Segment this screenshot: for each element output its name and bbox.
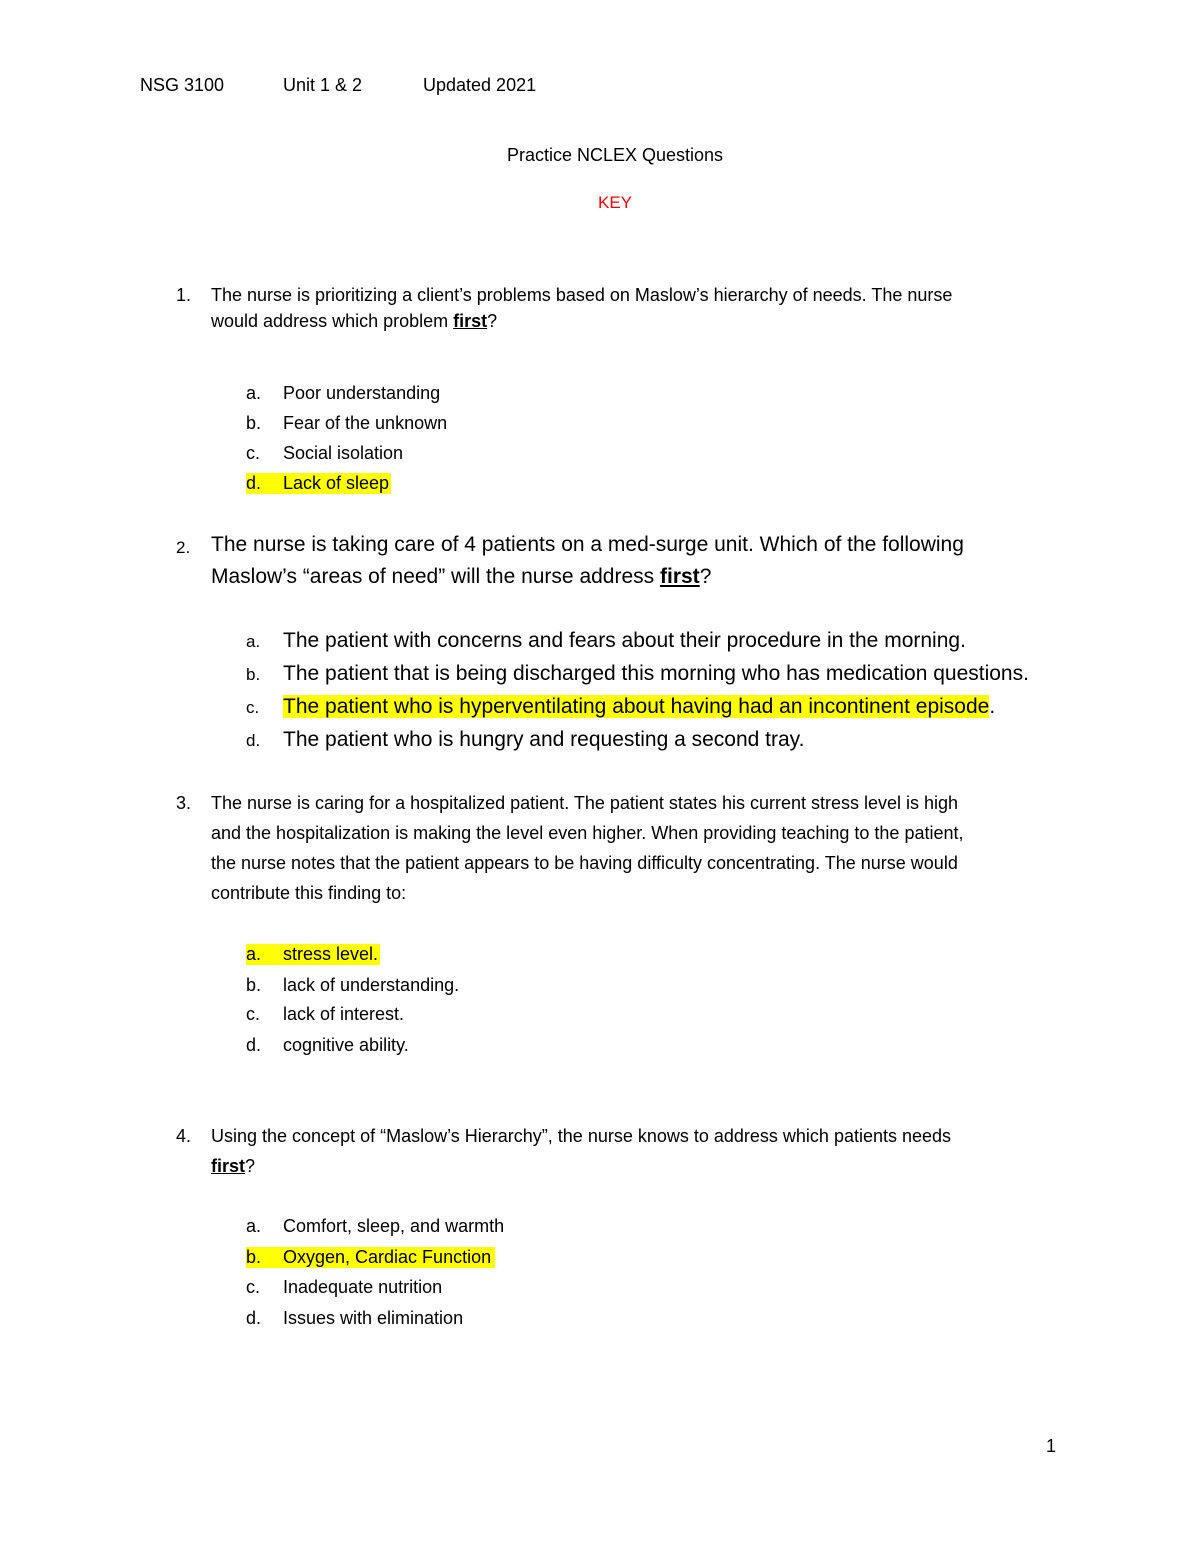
question-1-option-b: b. Fear of the unknown <box>246 413 448 433</box>
question-2-option-d: d. The patient who is hungry and requesting a second tray. <box>246 728 805 751</box>
question-1-option-c: c. Social isolation <box>246 443 404 463</box>
question-1-line-1: The nurse is prioritizing a client’s problems based on Maslow’s hierarchy of needs. The nurse <box>211 285 953 305</box>
question-3-line-3: the nurse notes that the patient appears to be having difficulty concentrating. The nurse would <box>211 853 958 873</box>
question-2-option-b: b. The patient that is being discharged this morning who has medication questions. <box>246 662 1029 685</box>
question-4-option-b-correct: b. Oxygen, Cardiac Function <box>246 1247 495 1268</box>
key-label: KEY <box>597 193 633 212</box>
header-unit: Unit 1 & 2 <box>283 75 363 95</box>
question-2-line-1: The nurse is taking care of 4 patients on a med-surge unit. Which of the following <box>211 533 964 556</box>
question-3-line-1: The nurse is caring for a hospitalized patient. The patient states his current stress level is high <box>211 793 959 813</box>
question-2-option-c-correct: c. The patient who is hyperventilating about having had an incontinent episode. <box>246 695 996 718</box>
question-1-emphasis: first <box>453 311 488 331</box>
question-4-option-c: c. Inadequate nutrition <box>246 1277 443 1297</box>
question-3-line-2: and the hospitalization is making the level even higher. When providing teaching to the patient, <box>211 823 964 843</box>
question-3-option-c: c. lack of interest. <box>246 1004 405 1024</box>
question-4-option-d: d. Issues with elimination <box>246 1308 464 1328</box>
question-1-option-a: a. Poor understanding <box>246 383 441 403</box>
header-updated: Updated 2021 <box>423 75 537 95</box>
header-course: NSG 3100 <box>140 75 225 95</box>
page-number: 1 <box>1046 1436 1057 1456</box>
question-1-number: 1. <box>176 285 192 305</box>
question-3-number: 3. <box>176 793 192 813</box>
question-4-line-1: Using the concept of “Maslow’s Hierarchy”, the nurse knows to address which patients needs <box>211 1126 952 1146</box>
page-title: Practice NCLEX Questions <box>506 145 724 165</box>
question-3-option-a-correct: a. stress level. <box>246 944 379 964</box>
question-2-option-a: a. The patient with concerns and fears about their procedure in the morning. <box>246 629 966 652</box>
question-2-emphasis: first <box>660 565 700 588</box>
question-4-number: 4. <box>176 1126 192 1146</box>
question-4-line-2: first? <box>211 1156 256 1176</box>
question-3-option-d: d. cognitive ability. <box>246 1035 409 1055</box>
question-3-option-b: b. lack of understanding. <box>246 975 460 995</box>
question-2-line-2: Maslow’s “areas of need” will the nurse address first? <box>211 565 712 588</box>
question-3-line-4: contribute this finding to: <box>211 883 407 903</box>
question-4-option-a: a. Comfort, sleep, and warmth <box>246 1216 505 1236</box>
question-1-line-2: would address which problem first? <box>211 311 498 331</box>
question-4-emphasis: first <box>211 1156 246 1176</box>
question-2-number: 2. <box>176 538 191 557</box>
question-1-option-d-correct: d. Lack of sleep <box>246 473 390 493</box>
